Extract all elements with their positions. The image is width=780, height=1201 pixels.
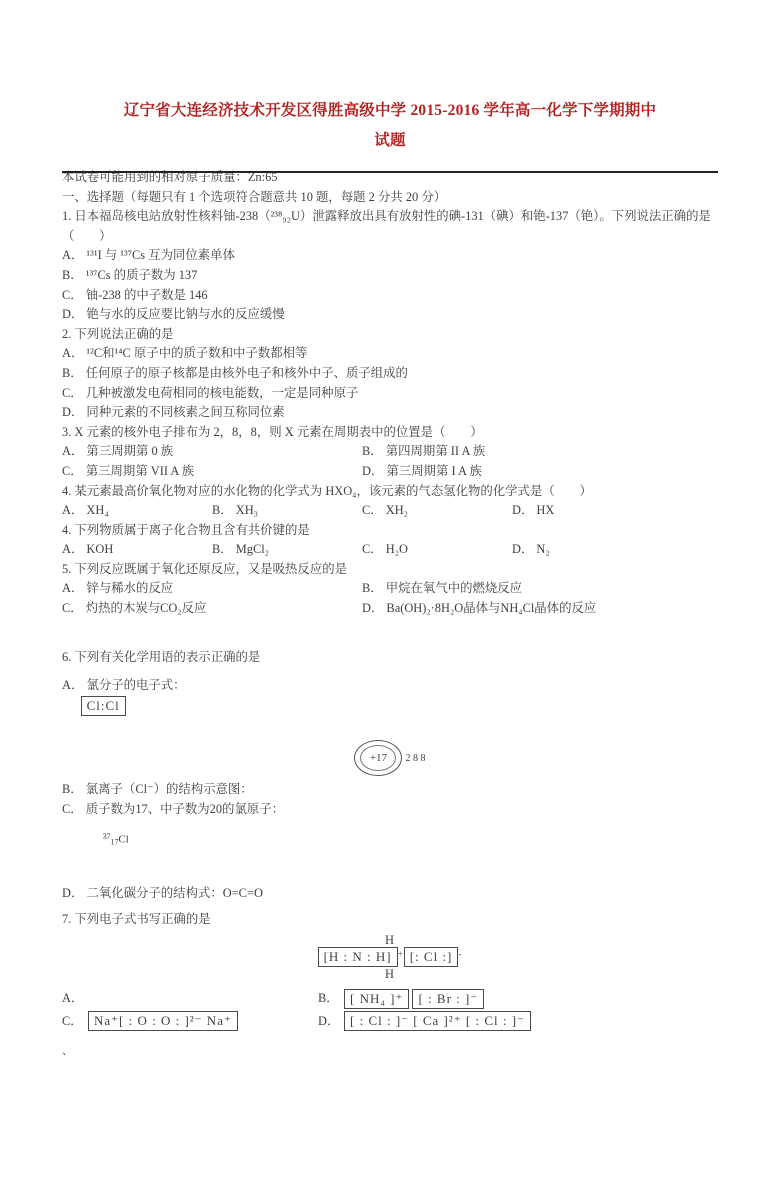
- question-7-option-a-label: A．: [62, 991, 84, 1006]
- question-7-option-c-figure: [88, 1011, 318, 1032]
- question-2-option-c: C． 几种被激发电荷相同的核电能数，一定是同种原子: [62, 385, 359, 400]
- question-4b-option-c: C． H₂O: [362, 542, 408, 557]
- chlorine-isotope-figure: [81, 819, 129, 861]
- question-7-option-c-label: C．: [62, 1013, 83, 1028]
- sodium-peroxide-box: Na⁺[ : O : O : ]²⁻ Na⁺: [88, 1011, 238, 1031]
- question-6-option-d: D． 二氧化碳分子的结构式：O=C=O: [62, 885, 263, 900]
- cl2-electron-dot-figure: Cl:Cl: [81, 696, 126, 716]
- question-4-options-row: [62, 501, 718, 521]
- nh4-mid-row: [H : N : H] + [: Cl :] -: [318, 947, 463, 967]
- question-4b-stem: 4. 下列物质属于离子化合物且含有共价键的是: [62, 522, 310, 537]
- exam-body: [62, 168, 718, 1062]
- question-7-answer-row-2: [62, 1011, 718, 1032]
- question-2-option-d: D． 同种元素的不同核素之间互称同位素: [62, 405, 285, 420]
- question-4-option-c: C． XH₂: [362, 503, 408, 518]
- question-3-option-a: A． 第三周期第 0 族: [62, 444, 174, 459]
- bromide-ion-box: [ : Br : ]⁻: [412, 989, 484, 1009]
- relative-mass-note: 本试卷可能用到的相对原子质量：Zn:65: [62, 170, 278, 184]
- question-3-option-b: B． 第四周期第 II A 族: [362, 444, 486, 459]
- page-title-line2: 试题: [374, 132, 406, 149]
- chlorine-mass-number: 37: [102, 832, 111, 842]
- question-5-option-d: D． Ba(OH)₂·8H₂O晶体与NH₄Cl晶体的反应: [362, 601, 597, 616]
- question-7-stem: 7. 下列电子式书写正确的是: [62, 911, 211, 926]
- question-3-option-d: D． 第三周期第 I A 族: [362, 463, 482, 478]
- question-4b-options-row: [62, 540, 718, 560]
- nh4-top-h: H: [384, 933, 395, 948]
- question-7-option-d-label: D．: [318, 1013, 340, 1028]
- nh4cl-electron-dot-figure: [62, 933, 718, 985]
- nh4-ion-box: [ NH₄ ]⁺: [344, 989, 409, 1009]
- question-1-option-d: D． 铯与水的反应要比钠与水的反应缓慢: [62, 307, 285, 322]
- question-4-option-a: A． XH₄: [62, 503, 109, 518]
- nh4cl-structure: [318, 933, 463, 981]
- question-5-options-row-2: [62, 599, 718, 619]
- page-title-line1: 辽宁省大连经济技术开发区得胜高级中学 2015-2016 学年高一化学下学期期中: [123, 102, 657, 119]
- question-1-option-b: B． ¹³⁷Cs 的质子数为 137: [62, 267, 198, 282]
- question-7-option-d-figure: [344, 1011, 574, 1032]
- exam-paper-page: [0, 96, 780, 1201]
- section-1-heading: 一、选择题（每题只有 1 个选项符合题意共 10 题，每题 2 分共 20 分）: [62, 189, 447, 204]
- question-5-option-c: C． 灼热的木炭与CO₂反应: [62, 601, 207, 616]
- question-6-option-a: A． 氯分子的电子式： Cl:Cl: [62, 676, 718, 736]
- question-4-option-d: D． HX: [512, 503, 555, 518]
- chlorine-atomic-number: 17: [110, 837, 119, 847]
- question-3-option-c: C． 第三周期第 VII A 族: [62, 463, 195, 478]
- nh4-core: [H : N : H]: [318, 947, 398, 967]
- question-5-options-row-1: [62, 579, 718, 599]
- chloride-ion-nucleus: +17: [354, 740, 402, 776]
- question-4-option-b: B． XH₃: [212, 503, 258, 518]
- question-7-option-b-label: B．: [318, 991, 339, 1006]
- question-1-option-c: C． 铀-238 的中子数是 146: [62, 287, 208, 302]
- question-4b-option-a: A． KOH: [62, 542, 114, 557]
- question-5-stem: 5. 下列反应既属于氧化还原反应，又是吸热反应的是: [62, 561, 347, 576]
- chlorine-symbol: Cl: [118, 833, 129, 846]
- chloride-dot: [: Cl :]: [404, 947, 459, 967]
- question-3-options-row-1: [62, 442, 718, 462]
- chloride-ion-diagram-figure: [62, 740, 718, 776]
- header-rule: [62, 171, 718, 173]
- question-1-option-a: A． ¹³¹I 与 ¹³⁷Cs 互为同位素单体: [62, 248, 235, 263]
- question-2-option-a: A． ¹²C和¹⁴C 原子中的质子数和中子数都相等: [62, 346, 308, 361]
- question-2-option-b: B． 任何原子的原子核都是由核外电子和核外中子、质子组成的: [62, 365, 408, 380]
- question-5-option-a: A． 锌与稀水的反应: [62, 581, 174, 596]
- page-title: [62, 96, 718, 156]
- question-1-stem: 1. 日本福岛核电站放射性核料铀-238（²³⁸₉₂U）泄露释放出具有放射性的碘-131（碘）和铯-137（铯）。下列说法正确的是（ ）: [62, 209, 711, 243]
- question-4-stem: 4. 某元素最高价氧化物对应的水化物的化学式为 HXO₄，该元素的气态氢化物的化学式是（ ）: [62, 483, 592, 498]
- question-4b-option-b: B． MgCl₂: [212, 542, 269, 557]
- question-7-answer-row-1: [62, 989, 718, 1010]
- question-3-options-row-2: [62, 462, 718, 482]
- question-6-stem: 6. 下列有关化学用语的表示正确的是: [62, 649, 261, 664]
- calcium-chloride-box: [ : Cl : ]⁻ [ Ca ]²⁺ [ : Cl : ]⁻: [344, 1011, 531, 1031]
- question-5-option-b: B． 甲烷在氧气中的燃烧反应: [362, 581, 523, 596]
- question-6-option-c: C． 质子数为17、中子数为20的氯原子： $^{37}_{17}$Cl: [62, 800, 718, 884]
- trailing-mark: 、: [62, 1044, 73, 1057]
- question-2-stem: 2. 下列说法正确的是: [62, 326, 174, 341]
- question-7-option-b-figure: [344, 989, 574, 1010]
- question-6-option-b: B． 氯离子（Cl⁻）的结构示意图：: [62, 782, 253, 797]
- question-4b-option-d: D． N₂: [512, 542, 550, 557]
- nh4-bottom-h: H: [384, 967, 395, 982]
- chloride-ion-shells: 2 8 8: [405, 753, 426, 765]
- question-3-stem: 3. X 元素的核外电子排布为 2，8，8，则 X 元素在周期表中的位置是（ ）: [62, 424, 483, 439]
